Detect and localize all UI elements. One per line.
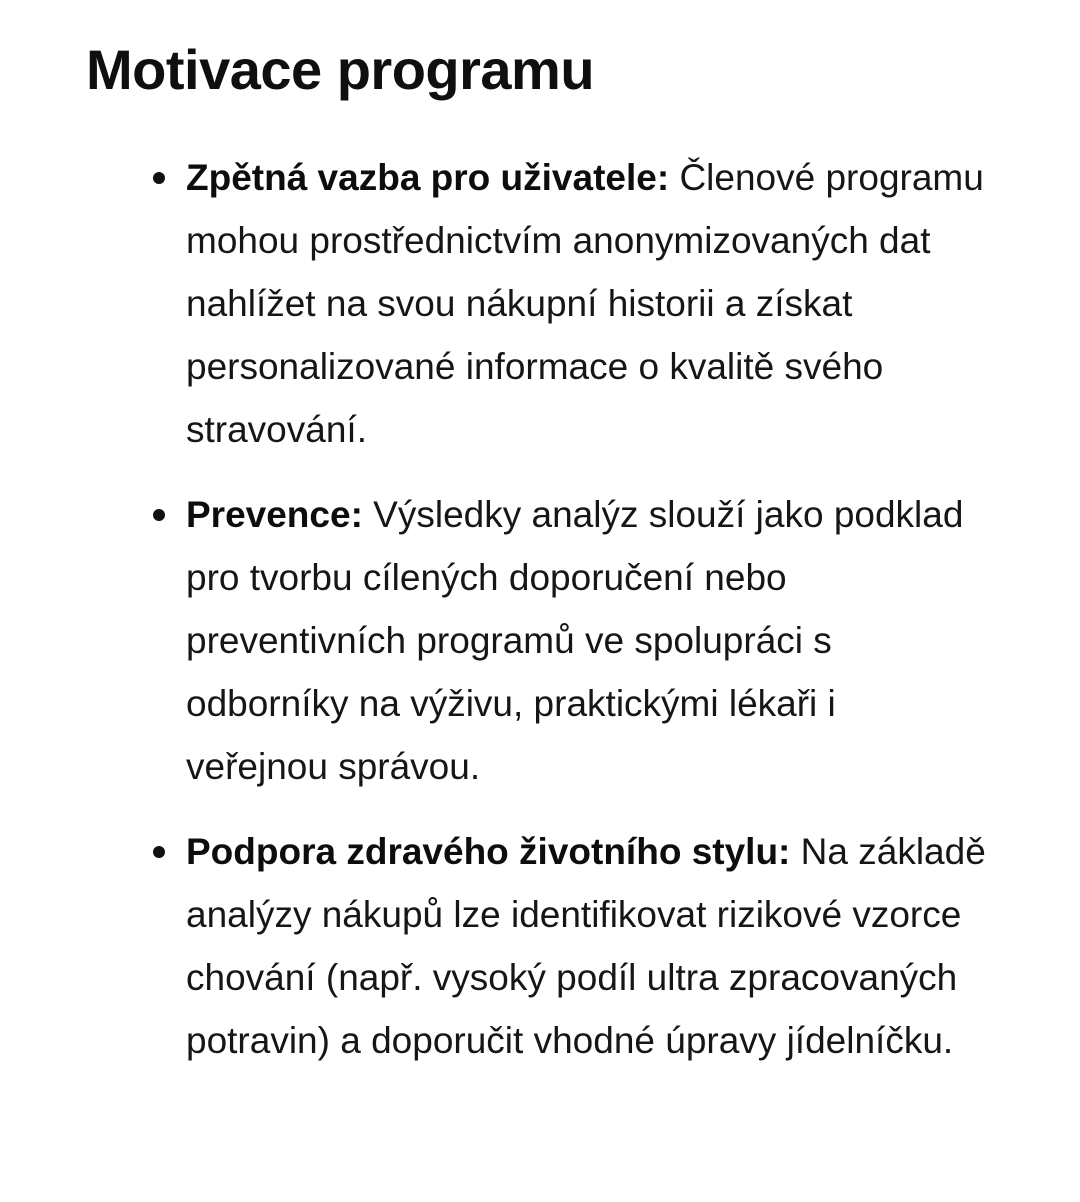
item-description: Na základě analýzy nákupů lze identifikovat rizikové vzorce chování (např. vysoký podíl ultra zpracovaných potravin) a doporučit vhodné úpravy jídelníčku. <box>186 831 986 1061</box>
item-term: Podpora zdravého životního stylu: <box>186 831 791 872</box>
motivation-list <box>186 146 986 1094</box>
list-item <box>186 820 986 1072</box>
list-item <box>186 146 986 461</box>
bullet-icon <box>153 172 165 184</box>
item-description: Členové programu mohou prostřednictvím anonymizovaných dat nahlížet na svou nákupní historii a získat personalizované informace o kvalitě svého stravování. <box>186 157 984 450</box>
bullet-icon <box>153 846 165 858</box>
item-term: Prevence: <box>186 494 363 535</box>
bullet-icon <box>153 509 165 521</box>
item-term: Zpětná vazba pro uživatele: <box>186 157 670 198</box>
section-title: Motivace programu <box>86 38 595 101</box>
list-item <box>186 483 986 798</box>
item-description: Výsledky analýz slouží jako podklad pro tvorbu cílených doporučení nebo preventivních programů ve spolupráci s odborníky na výživu, praktickými lékaři i veřejnou správou. <box>186 494 964 787</box>
